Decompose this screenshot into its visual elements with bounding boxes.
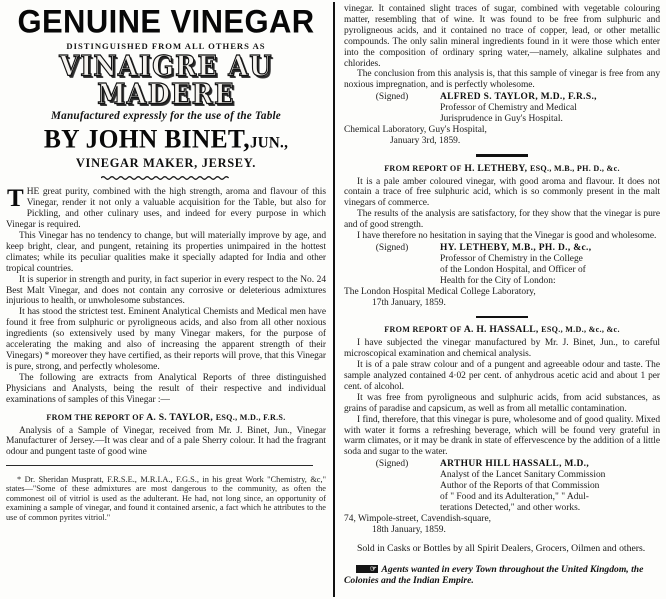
signatory-title-letheby-1: Professor of Chemistry in the College <box>440 253 583 264</box>
signature-row-taylor <box>344 92 660 103</box>
signatory-title-hassall-1: Analyst of the Lancet Sanitary Commission <box>440 470 606 481</box>
signatory-titles-taylor <box>440 103 660 125</box>
address-hassall: 74, Wimpole-street, Cavendish-square, <box>344 514 491 525</box>
report-heading-hassall-from: FROM REPORT OF <box>384 325 462 335</box>
address-letheby: The London Hospital Medical College Laboratory, <box>344 286 536 297</box>
paragraph-letheby-3: I have therefore no hesitation in saying that the Vinegar is good and wholesome. <box>357 231 657 242</box>
signature-row-hassall <box>344 459 660 470</box>
report-heading-letheby-name: H. LETHEBY, <box>464 162 528 174</box>
drop-cap-letter: T <box>7 185 24 213</box>
footnote-muspratt: * Dr. Sheridan Muspratt, F.R.S.E., M.R.I.A., F.G.S., in his great Work "Chemistry, &c," states—"Some of these admixtures are most dangerous to the community, as often the commonest oil of vitriol is used as the adulterant. He had, not long since, an opportunity of examining a sample of vinegar, and found it contained arsenic, a fact which he attributes to the use of common pyrites vitriol." <box>6 474 326 522</box>
footnote-divider-rule <box>6 465 313 466</box>
section-divider-rule-1 <box>476 154 528 156</box>
masthead-manufactured-line: Manufactured expressly for the use of the Table <box>51 109 281 122</box>
signed-label-hassall: (Signed) <box>375 459 409 470</box>
paragraph-hassall-4: I find, therefore, that this vinegar is pure, wholesome and of good quality. Mixed with water it forms a refreshing beverage, which will be found very grateful in warm climates, or it may be drank in state of effervescence by the addition of a little soda and sugar to the water. <box>344 414 660 458</box>
paragraph-purity-text: HE great purity, combined with the high strength, aroma and flavour of this Vinegar, render it not only a valuable acquisition for the Table, but also for Pickling, and other culinary uses, and indeed for every purpose in which Vinegar is required. <box>6 187 326 231</box>
paragraph-hassall-1: I have subjected the vinegar manufactured by Mr. J. Binet, Jun., to careful microscopical examination and chemical analysis. <box>344 338 660 360</box>
page-title: GENUINE VINEGAR <box>17 2 315 41</box>
pointing-hand-icon: ☞ <box>356 565 378 573</box>
signatory-name-hassall: ARTHUR HILL HASSALL, M.D., <box>440 459 590 470</box>
report-heading-taylor-from: FROM THE REPORT OF <box>46 412 145 422</box>
masthead-by-line-suffix: JUN., <box>249 134 289 152</box>
paragraph-superiority: It is superior in strength and purity, in fact superior in every respect to the No. 24 Best Malt Vinegar, and does not contain any corrosive or deleterious admixtures injurious to health, or unwholesome substances. <box>6 274 326 307</box>
signatory-titles-hassall <box>440 470 660 514</box>
paragraph-keeping-quality: This Vinegar has no tendency to change, but will materially improve by age, and keep bright, clear, and pungent, retaining its properties unimpaired in the hottest climates; while its peculiar qualities make it specially adapted for India and other tropical countries. <box>6 231 326 274</box>
report-heading-hassall <box>344 324 660 335</box>
signatory-title-letheby-2: of the London Hospital, and Officer of <box>440 264 586 275</box>
address-taylor: Chemical Laboratory, Guy's Hospital, <box>344 125 487 136</box>
signatory-name-taylor: ALFRED S. TAYLOR, M.D., F.R.S., <box>440 92 597 103</box>
masthead-distinguished-line: DISTINGUISHED FROM ALL OTHERS AS <box>66 40 266 51</box>
report-heading-letheby <box>344 163 660 174</box>
signatory-titles-letheby <box>440 254 660 287</box>
signatory-title-taylor-1: Professor of Chemistry and Medical <box>440 103 577 114</box>
signed-label-letheby: (Signed) <box>375 242 409 253</box>
report-heading-letheby-from: FROM REPORT OF <box>384 163 462 173</box>
masthead-by-line <box>6 122 326 154</box>
paragraph-taylor-continued: vinegar. It contained slight traces of sugar, combined with vegetable colouring matter, resembling that of wine. It was found to be free from sulphuric and pyroligneous acids, and it contained no trace of copper, lead, or other metallic compounds. The only salin mineral ingredients found in it were those which enter into the composition of ordinary spring water,—namely, alkaline sulphates and chlorides. <box>344 4 660 69</box>
paragraph-hassall-2: It is of a pale straw colour and of a pungent and agreeable odour and taste. The sample analyzed contained 4·02 per cent. of anhydrous acetic acid and about 1 per cent. of alcohol. <box>344 360 660 392</box>
signatory-title-hassall-4: terations Detected," and other works. <box>440 503 581 514</box>
signatory-title-hassall-2: Author of the Reports of that Commission <box>440 481 600 492</box>
paragraph-purity <box>6 187 326 231</box>
agents-wanted-line <box>344 564 660 587</box>
paragraph-taylor-analysis: Analysis of a Sample of Vinegar, received from Mr. J. Binet, Jun., Vinegar Manufacturer of Jersey.—It was clear and of a pale Sherry colour. It had the fragrant odour and pungent taste of good wine <box>6 425 326 458</box>
signed-label-taylor: (Signed) <box>375 92 409 103</box>
right-column <box>335 0 666 599</box>
report-heading-letheby-titles: ESQ., M.B., PH. D., &c. <box>529 163 620 173</box>
masthead-french-title: VINAIGRE AU MADERE <box>59 49 273 110</box>
report-heading-hassall-titles: ESQ., M.D., &c., &c. <box>541 325 620 335</box>
paragraph-letheby-1: It is a pale amber coloured vinegar, with good aroma and flavour. It does not contain a trace of free sulphuric acid, which is so commonly present in the malt vinegars of commerce. <box>344 176 660 209</box>
paragraph-taylor-conclusion: The conclusion from this analysis is, that this sample of vinegar is free from any noxious impregnation, and is perfectly wholesome. <box>344 69 660 91</box>
date-taylor: January 3rd, 1859. <box>390 136 461 147</box>
paragraph-letheby-2: The results of the analysis are satisfactory, for they show that the vinegar is pure and of good strength. <box>344 209 660 231</box>
signature-row-letheby <box>344 243 660 254</box>
report-heading-taylor-name: A. S. TAYLOR, <box>146 411 214 423</box>
report-heading-hassall-name: A. H. HASSALL, <box>463 324 539 336</box>
masthead-maker-line: VINEGAR MAKER, JERSEY. <box>75 156 257 171</box>
signatory-title-taylor-2: Jurisprudence in Guy's Hospital. <box>440 114 563 125</box>
masthead-by-line-main: BY JOHN BINET, <box>43 122 250 154</box>
paragraph-extracts-intro: The following are extracts from Analytical Reports of three distinguished Physicians and Analysts, being the result of their respective and individual examinations of samples of this Vinegar :— <box>6 372 326 405</box>
decorative-squiggle-rule <box>101 175 231 181</box>
paragraph-hassall-3: It was free from pyroligneous and sulphuric acids, from acid substances, as grains of paradise and capsicum, as well as from all metallic contamination. <box>344 392 660 414</box>
section-divider-rule-2 <box>476 316 528 318</box>
date-letheby: 17th January, 1859. <box>372 297 446 308</box>
sold-by-line: Sold in Casks or Bottles by all Spirit Dealers, Grocers, Oilmen and others. <box>357 543 646 555</box>
signatory-name-letheby: HY. LETHEBY, M.B., PH. D., &c., <box>440 242 592 253</box>
report-heading-taylor <box>6 412 326 423</box>
agents-wanted-text: Agents wanted in every Town throughout the United Kingdom, the Colonies and the Indian Empire. <box>344 564 644 587</box>
signatory-title-hassall-3: of " Food and its Adulteration," " Adul- <box>440 492 589 503</box>
paragraph-strictest-test: It has stood the strictest test. Eminent Analytical Chemists and Medical men have found it free from sulphuric or pyroligneous acids, and also from all other noxious ingredients (so extensively used by many Vinegar makers, for the purpose of accelerating the making and also of increasing the apparent strength of their Vinegars) * moreover they have certified, as their reports will prove, that this Vinegar is pure, strong, and perfectly wholesome. <box>6 307 326 372</box>
report-heading-taylor-titles: ESQ., M.D., F.R.S. <box>215 412 286 422</box>
signatory-title-letheby-3: Health for the City of London: <box>440 275 556 286</box>
date-hassall: 18th January, 1859. <box>372 525 446 536</box>
